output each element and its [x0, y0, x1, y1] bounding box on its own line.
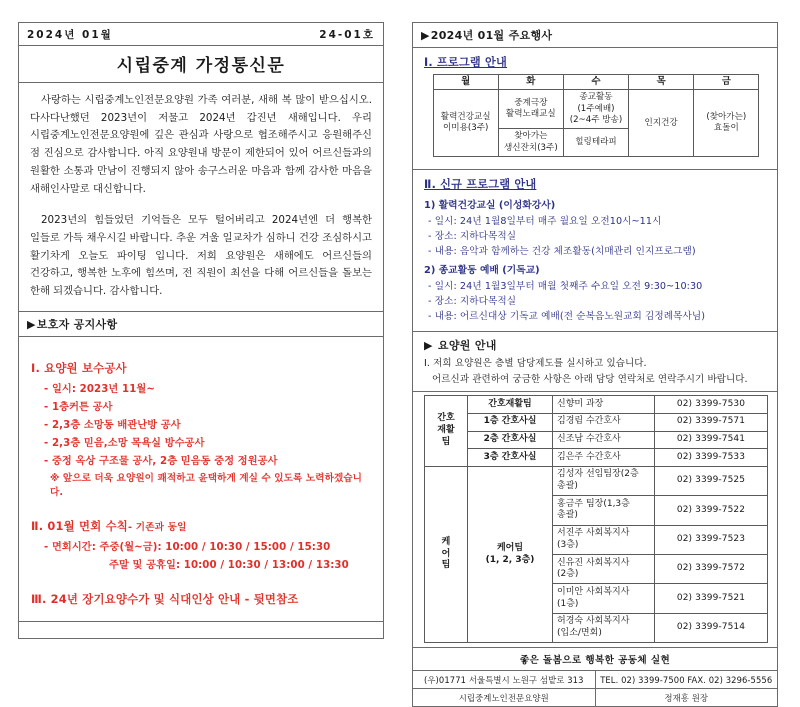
greeting-paragraph-2: 2023년의 힘들었던 기억들은 모두 털어버리고 2024년엔 더 행복한 일들로 가득 채우시길 바랍니다. 추운 겨울 일교차가 심하니 건강 조심하시고 활기차게 오늘도 파이팅 입니다. 저희 요양원은 새해에도 어르신들의 건강하고, 행복한 노후에 힘쓰며, 전 직원이 최선을 다해 어르신들을 돌보는 한해 되겠습니다. 감사합니다.: [30, 214, 372, 298]
facility-line-2: 어르신과 관련하여 궁금한 사항은 아래 담당 연락처로 연락주시기 바랍니다.: [432, 374, 748, 386]
new-program-title: 1) 활력건강교실 (이성화강사): [424, 200, 556, 212]
facility-section: [412, 332, 778, 392]
facility-header-label: 요양원 안내: [437, 339, 497, 353]
notice-item: [31, 360, 373, 498]
table-row: [425, 396, 768, 414]
new-program-line: - 장소: 지하다목적실: [428, 231, 517, 243]
right-column: [400, 0, 800, 703]
staff-phone[interactable]: 02) 3399-7514: [655, 613, 768, 642]
staff-phone[interactable]: 02) 3399-7530: [655, 396, 768, 414]
notice-item: [31, 591, 373, 607]
staff-phone[interactable]: 02) 3399-7521: [655, 584, 768, 613]
cell-tue-2: 찾아가는 생신잔치(3주): [498, 129, 563, 157]
left-column: [0, 0, 400, 606]
staff-subteam: 2층 간호사실: [468, 431, 553, 449]
table-row: [413, 671, 777, 689]
staff-person: 신향미 과장: [553, 396, 655, 414]
column-header-fri: 금: [694, 75, 759, 90]
notice-heading: [31, 591, 373, 607]
new-program-heading: [424, 176, 768, 192]
footer-section: [412, 648, 778, 707]
staff-person: 이미안 사회복지사 (1층): [553, 584, 655, 613]
left-bottom-strip: [18, 622, 384, 639]
staff-phone[interactable]: 02) 3399-7525: [655, 466, 768, 495]
notice-section-header: [18, 312, 384, 337]
column-header-wed: 수: [563, 75, 628, 90]
greeting-section: [18, 83, 384, 312]
notice-spacer: [31, 574, 373, 591]
staff-phone[interactable]: 02) 3399-7571: [655, 413, 768, 431]
notice-spacer: [31, 347, 373, 360]
table-row: [425, 431, 768, 449]
facility-line-1: Ⅰ. 저희 요양원은 층별 담당제도를 실시하고 있습니다.: [424, 358, 647, 370]
table-header-row: [433, 75, 759, 90]
notice-line: - 2,3층 믿음,소망 목욕실 방수공사: [44, 437, 205, 449]
staff-person: 서진주 사회복지사 (3층): [553, 525, 655, 554]
masthead-date: 2024년 01월: [27, 29, 113, 41]
staff-subteam: 간호재활팀: [468, 396, 553, 414]
notice-line: - 1층커튼 공사: [44, 401, 113, 413]
new-program-line: - 일시: 24년 1월3일부터 매월 첫째주 수요일 오전 9:30~10:30: [428, 281, 703, 293]
greeting-paragraph-1: 사랑하는 시립중계노인전문요양원 가족 여러분, 새해 복 많이 받으십시오. 다사다난했던 2023년이 저물고 2024년 갑진년 새해입니다. 우리 시립중계노인전문요양원에 깊은 관심과 사랑으로 협조해주시고 응원해주신 점 진심으로 감사합니다. 아직 요양원내 방문이 제한되어 있어 어르신들과의 원활한 소통과 만남이 진행되지 않아 송구스러운 마음과 함께 감사한 마음을 새해인사말로 대신합니다.: [30, 94, 372, 195]
new-program-section: [412, 170, 778, 332]
staff-phone[interactable]: 02) 3399-7572: [655, 555, 768, 584]
events-header-label: 2024년 01월 주요행사: [430, 29, 553, 42]
notice-arrow-icon: ▶: [27, 317, 36, 331]
events-section-header: [412, 22, 778, 48]
footer-address: (우)01771 서울특별시 노원구 섬밭로 313: [413, 671, 595, 689]
program-heading: [424, 54, 768, 70]
table-row: [425, 449, 768, 467]
notice-item: [31, 518, 373, 571]
table-row: [413, 689, 777, 707]
staff-subteam-care: 케어팀 (1, 2, 3층): [468, 466, 553, 642]
table-row: [433, 90, 759, 129]
new-program-line: - 장소: 지하다목적실: [428, 296, 517, 308]
staff-person: 김성자 선임팀장(2층 총괄): [553, 466, 655, 495]
staff-contact-section: [412, 392, 778, 648]
facility-header: [424, 337, 768, 355]
program-section: [412, 48, 778, 170]
notice-heading: [31, 360, 373, 376]
staff-phone[interactable]: 02) 3399-7523: [655, 525, 768, 554]
team-label-nursing: 간호 재활 팀: [425, 396, 468, 467]
staff-person: 신조남 수간호사: [553, 431, 655, 449]
cell-thu: 인지건강: [629, 90, 694, 157]
notice-heading: [31, 518, 373, 534]
footer-table: [413, 670, 777, 706]
footer-contact: TEL. 02) 3399-7500 FAX. 02) 3296-5556: [595, 671, 777, 689]
notice-line: - 면회시간: 주중(월~금): 10:00 / 10:30 / 15:00 / 15:30: [44, 541, 331, 553]
notice-spacer: [31, 501, 373, 518]
new-program-line: - 일시: 24년 1월8일부터 매주 월요일 오전10시~11시: [428, 216, 662, 228]
notice-heading-text: Ⅰ. 요양원 보수공사: [31, 360, 127, 375]
staff-person: 홍금주 팀장(1,3층 총괄): [553, 496, 655, 525]
staff-contact-table: [424, 395, 768, 643]
staff-phone[interactable]: 02) 3399-7541: [655, 431, 768, 449]
program-schedule-table: [433, 74, 760, 157]
staff-phone[interactable]: 02) 3399-7533: [655, 449, 768, 467]
team-label-care: 케 어 팀: [425, 466, 468, 642]
staff-person: 김은주 수간호사: [553, 449, 655, 467]
notice-heading-text: Ⅱ. 01월 면회 수칙: [31, 518, 128, 533]
masthead-issue: 24-01호: [319, 29, 375, 41]
notice-heading-text: Ⅲ. 24년 장기요양수가 및 식대인상 안내 - 뒷면참조: [31, 591, 299, 606]
newsletter-title: 시립중계 가정통신문: [19, 45, 383, 82]
new-program-line: - 내용: 어르신대상 기독교 예배(전 순복음노원교회 김정례목사님): [428, 311, 706, 323]
staff-subteam: 1층 간호사실: [468, 413, 553, 431]
footer-org: 시립중계노인전문요양원: [413, 689, 595, 707]
notice-list: [18, 337, 384, 622]
new-program-line: - 내용: 음악과 함께하는 건강 체조활동(치매관리 인지프로그램): [428, 246, 696, 258]
staff-phone[interactable]: 02) 3399-7522: [655, 496, 768, 525]
masthead: [18, 22, 384, 83]
notice-line: - 중정 옥상 구조물 공사, 2층 믿음동 중정 정원공사: [44, 455, 278, 467]
masthead-top-row: [19, 23, 383, 45]
program-heading-text: Ⅰ. 프로그램 안내: [424, 56, 508, 69]
facility-arrow-icon: ▶: [424, 339, 433, 353]
notice-header-label: 보호자 공지사항: [36, 317, 118, 331]
notice-heading-suffix: - 기존과 동일: [128, 521, 187, 533]
cell-mon: 활력건강교실 이미용(3주): [433, 90, 498, 157]
footer-director: 정재흥 원장: [595, 689, 777, 707]
events-arrow-icon: ▶: [421, 29, 430, 42]
footer-slogan: 좋은 돌봄으로 행복한 공동체 실현: [519, 655, 671, 667]
notice-line: - 2,3층 소망동 배관난방 공사: [44, 419, 181, 431]
table-row: [425, 413, 768, 431]
staff-person: 신유진 사회복지사 (2층): [553, 555, 655, 584]
notice-line: - 일시: 2023년 11월~: [44, 383, 155, 395]
cell-tue-1: 중계극장 활력노래교실: [498, 90, 563, 129]
cell-wed-2: 힐링테라피: [563, 129, 628, 157]
table-row: [425, 466, 768, 495]
column-header-tue: 화: [498, 75, 563, 90]
column-header-mon: 월: [433, 75, 498, 90]
cell-wed-1: 종교활동(1주예배) (2~4주 방송): [563, 90, 628, 129]
new-program-title: 2) 종교활동 예배 (기독교): [424, 265, 540, 277]
new-program-heading-text: Ⅱ. 신규 프로그램 안내: [424, 178, 537, 192]
staff-person: 허경숙 사회복지사(입소/면회): [553, 613, 655, 642]
cell-fri: (찾아가는) 효돌이: [694, 90, 759, 157]
notice-footnote: ※ 앞으로 더욱 요양원이 쾌적하고 윤택하게 계실 수 있도록 노력하겠습니다.: [50, 472, 363, 498]
notice-line: 주말 및 공휴일: 10:00 / 10:30 / 13:00 / 13:30: [109, 559, 349, 571]
staff-subteam: 3층 간호사실: [468, 449, 553, 467]
column-header-thu: 목: [629, 75, 694, 90]
staff-person: 김경림 수간호사: [553, 413, 655, 431]
